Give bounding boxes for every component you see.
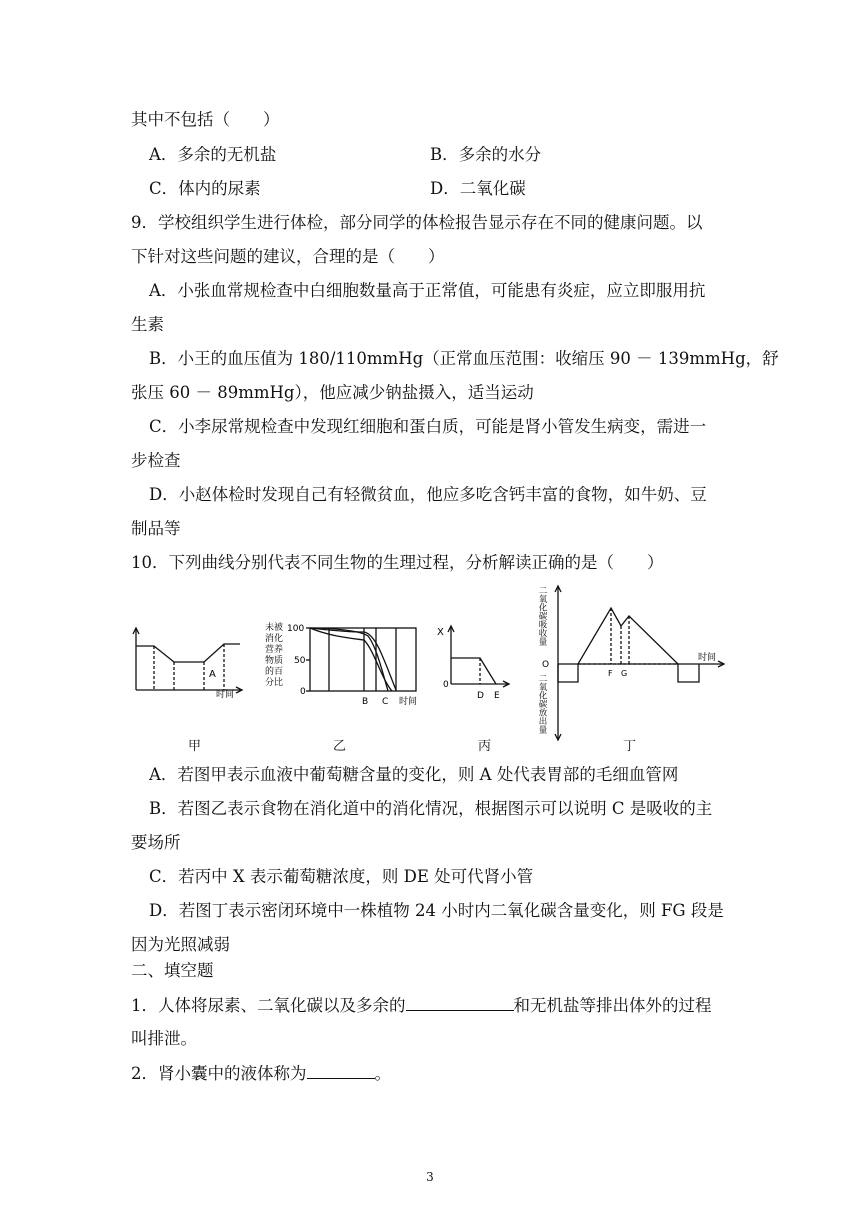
q10-option-a: A．若图甲表示血液中葡萄糖含量的变化，则 A 处代表胃部的毛细血管网 xyxy=(149,765,679,784)
graph-yi-ylabel-5: 的百 xyxy=(265,667,284,677)
q10-figure-svg xyxy=(124,580,744,760)
q10-option-d-line2: 因为光照减弱 xyxy=(131,935,230,954)
q10-stem: 10．下列曲线分别代表不同生物的生理过程，分析解读正确的是（ ） xyxy=(131,553,664,572)
graph-yi-tick-50: 50 xyxy=(294,656,306,666)
graph-yi-tick-0: 0 xyxy=(300,687,306,697)
q8-option-b: B．多余的水分 xyxy=(430,145,542,164)
q9-option-b-line1: B．小王的血压值为 180/110mmHg（正常血压范围：收缩压 90 － 139mmHg，舒 xyxy=(149,349,779,368)
q9-option-c-line1: C．小李尿常规检查中发现红细胞和蛋白质，可能是肾小管发生病变，需进一 xyxy=(149,417,707,436)
fill-q2-text-after: 。 xyxy=(374,1064,391,1083)
graph-yi-ylabel-2: 消化 xyxy=(265,634,284,644)
graph-yi-xlabel-c: C xyxy=(382,697,389,707)
graph-yi-ylabel-6: 分比 xyxy=(265,678,284,688)
q10-option-b-line2: 要场所 xyxy=(131,833,181,852)
graph-yi-tick-100: 100 xyxy=(287,624,305,634)
q10-option-c: C．若丙中 X 表示葡萄糖浓度，则 DE 处可代肾小管 xyxy=(149,867,534,886)
fill-q1-text-after: 和无机盐等排出体外的过程 xyxy=(513,996,712,1015)
graph-bing xyxy=(448,626,509,687)
q8-option-d: D．二氧化碳 xyxy=(430,179,526,198)
section-fill-in-heading: 二、填空题 xyxy=(131,961,214,980)
graph-bing-xlabel-e: E xyxy=(494,691,500,701)
graph-yi xyxy=(306,628,416,691)
graph-ding-ylabel-bottom: 二氧化碳放出量 xyxy=(537,674,547,734)
fill-q2-line xyxy=(131,1062,391,1085)
graph-yi-ylabel-1: 未被 xyxy=(265,623,284,633)
graph-ding-point-g: G xyxy=(621,669,628,678)
q9-stem-line2: 下针对这些问题的建议，合理的是（ ） xyxy=(131,247,445,266)
q9-option-d-line1: D．小赵体检时发现自己有轻微贫血，他应多吃含钙丰富的食物，如牛奶、豆 xyxy=(149,485,707,504)
q9-option-d-line2: 制品等 xyxy=(131,519,181,538)
q8-stem-tail: 其中不包括（ ） xyxy=(131,110,280,129)
page-number: 3 xyxy=(426,1170,434,1184)
q9-option-b-line2: 张压 60 － 89mmHg），他应减少钠盐摄入，适当运动 xyxy=(131,383,534,402)
q9-option-a-line2: 生素 xyxy=(131,315,164,334)
graph-ding-point-f: F xyxy=(608,669,613,678)
fill-q2-text-before: 2．肾小囊中的液体称为 xyxy=(131,1064,307,1083)
graph-bing-ylabel: X xyxy=(437,627,444,638)
graph-yi-ylabel-3: 营养 xyxy=(265,645,284,655)
q9-stem-line1: 9．学校组织学生进行体检，部分同学的体检报告显示存在不同的健康问题。以 xyxy=(131,213,703,232)
fill-q1-text-before: 1．人体将尿素、二氧化碳以及多余的 xyxy=(131,996,406,1015)
graph-ding-zero: O xyxy=(542,660,550,670)
graph-jia xyxy=(133,628,242,693)
q9-option-c-line2: 步检查 xyxy=(131,451,181,470)
fill-q1-line1 xyxy=(131,994,712,1017)
q10-option-d-line1: D．若图丁表示密闭环境中一株植物 24 小时内二氧化碳含量变化，则 FG 段是 xyxy=(149,901,724,920)
graph-ding xyxy=(555,586,724,740)
graph-jia-label-a: A xyxy=(209,669,216,680)
q9-option-a-line1: A．小张血常规检查中白细胞数量高于正常值，可能患有炎症，应立即服用抗 xyxy=(149,281,706,300)
q8-option-c: C．体内的尿素 xyxy=(149,179,261,198)
fill-q2-blank[interactable] xyxy=(307,1062,375,1079)
graph-ding-xlabel: 时间 xyxy=(698,653,717,663)
graph-yi-ylabel-4: 物质 xyxy=(265,656,284,666)
graph-bing-xlabel-d: D xyxy=(477,691,484,701)
q8-option-a: A．多余的无机盐 xyxy=(149,145,277,164)
fill-q1-blank[interactable] xyxy=(406,994,514,1011)
q10-option-b-line1: B．若图乙表示食物在消化道中的消化情况，根据图示可以说明 C 是吸收的主 xyxy=(149,799,713,818)
graph-yi-xlabel-time: 时间 xyxy=(399,697,418,707)
graph-yi-xlabel-b: B xyxy=(362,697,369,707)
graph-bing-zero: 0 xyxy=(443,680,449,690)
caption-jia: 甲 xyxy=(188,739,202,754)
caption-yi: 乙 xyxy=(333,739,347,754)
caption-ding: 丁 xyxy=(623,739,637,754)
fill-q1-line2: 叫排泄。 xyxy=(131,1029,197,1048)
graph-jia-xlabel: 时间 xyxy=(216,690,235,700)
caption-bing: 丙 xyxy=(478,739,492,754)
graph-ding-ylabel-top: 二氧化碳吸收量 xyxy=(537,586,547,646)
q10-figure xyxy=(124,580,744,760)
